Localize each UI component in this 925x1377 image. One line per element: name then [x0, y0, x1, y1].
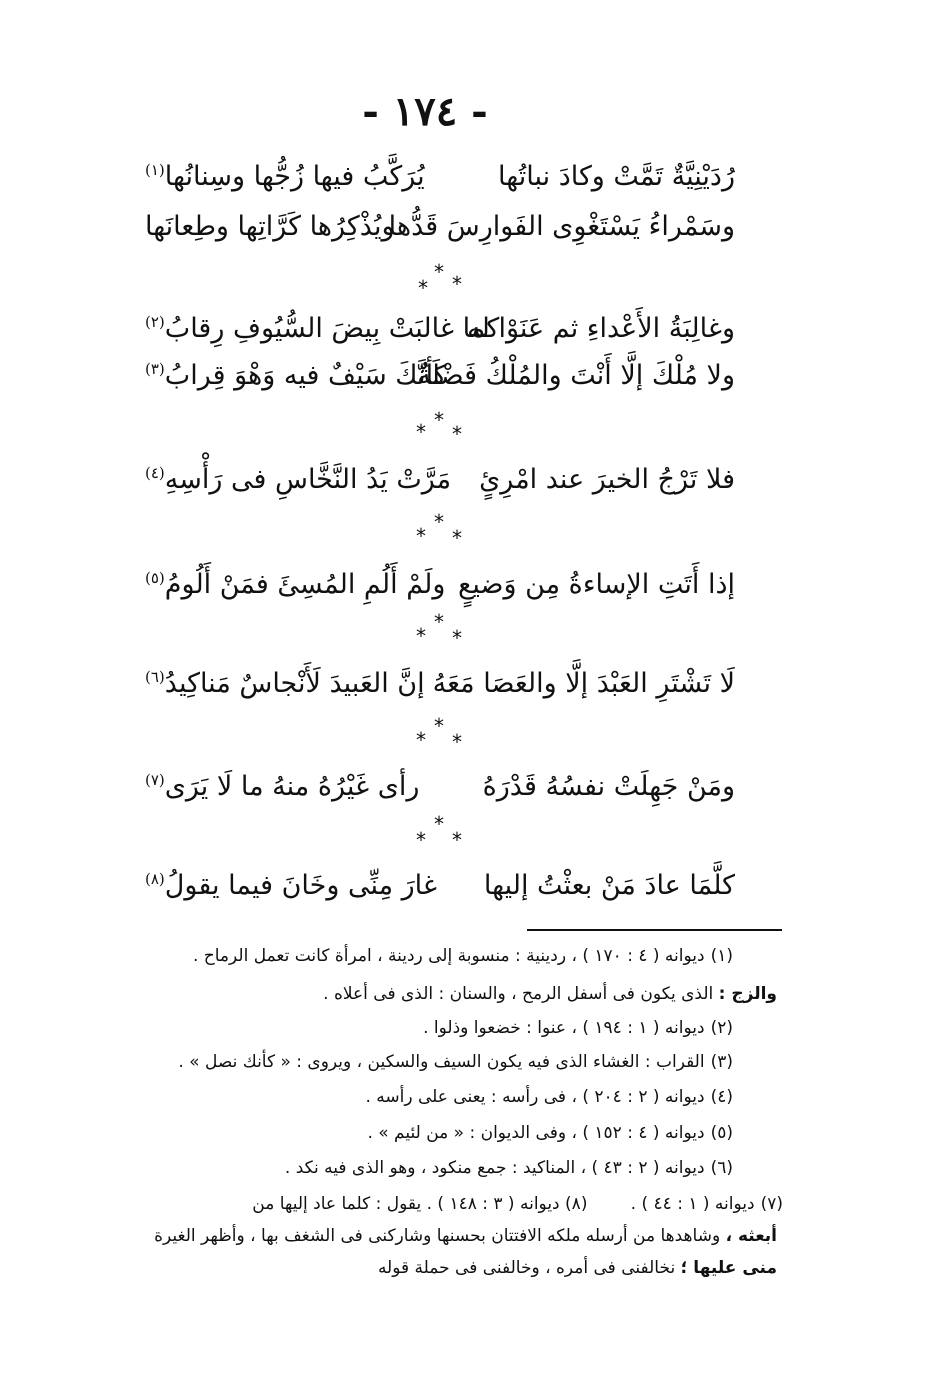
stars-separator [412, 808, 482, 858]
footnote-text: ديوانه ( ٤ : ١٧٠ ) ، ردينية : منسوبة إلى ردينة ، امرأة كانت تعمل الرماح . [192, 946, 705, 966]
verse-second-hemistich [145, 660, 425, 708]
star-glyph: * [434, 812, 444, 836]
verse-second-hemistich [145, 153, 425, 201]
footnote-number: (٥) [710, 1123, 733, 1143]
star-glyph: * [416, 524, 426, 548]
verse-first-hemistich: لَا تَشْتَرِ العَبْدَ إلَّا والعَصَا مَعَهُ [432, 668, 735, 699]
verse-first-hemistich: رُدَيْنِيَّةٌ تَمَّتْ وكادَ نباتُها [498, 161, 735, 192]
verse-second-hemistich [145, 203, 395, 251]
verse-line [145, 352, 735, 400]
verse-second-text: غارَ مِنِّى وخَانَ فيما يقولُ [164, 870, 438, 901]
verse-line [145, 763, 735, 811]
footnote-mark: (٤) [145, 464, 165, 482]
verse-second-hemistich [145, 561, 445, 609]
star-glyph: * [452, 272, 462, 296]
footnote-number: (٢) [710, 1018, 733, 1038]
footnote-line [103, 1119, 733, 1147]
footnote-text: ديوانه ( ٢ : ٢٠٤ ) ، فى رأسه : يعنى على رأسه . [365, 1087, 705, 1107]
verse-line [145, 660, 735, 708]
footnote-number: (٧) [760, 1194, 783, 1214]
verse-second-hemistich [145, 456, 451, 504]
verse-second-text: كما غالبَتْ بِيضَ السُّيُوفِ رِقابُ [164, 313, 500, 344]
star-glyph: * [416, 728, 426, 752]
verse-first-hemistich: ومَنْ جَهِلَتْ نفسُهُ قَدْرَهُ [482, 771, 735, 802]
footnote-line [103, 1014, 733, 1042]
footnote-mark: (٦) [145, 668, 165, 686]
footnote-text: ديوانه ( ٤ : ١٥٢ ) ، وفى الديوان : « من لئيم » . [367, 1123, 705, 1143]
footnote-number: (٤) [710, 1087, 733, 1107]
footnote-mark: (١) [145, 161, 165, 179]
footnote-text: وشاهدها من أرسله ملكه الافتتان بحسنها وشاركنى فى الشغف بها ، وأظهر الغيرة [154, 1226, 721, 1246]
footnote-text: ديوانه ( ٢ : ٤٣ ) ، المناكيد : جمع منكود ، وهو الذى فيه نكد . [284, 1158, 705, 1178]
footnote-line [103, 1083, 733, 1111]
verse-second-hemistich [145, 862, 437, 910]
verse-line [145, 203, 735, 251]
footnote-line [103, 1254, 783, 1282]
star-glyph: * [452, 422, 462, 446]
footnote-line [103, 1190, 783, 1218]
star-glyph: * [434, 260, 444, 284]
footnote-text: نخالفنى فى أمره ، وخالفنى فى حملة قوله [377, 1258, 676, 1278]
verse-line [145, 561, 735, 609]
verse-line [145, 305, 735, 353]
star-glyph: * [418, 276, 428, 300]
stars-separator [410, 258, 480, 308]
verse-second-hemistich [145, 305, 499, 353]
footnote-text: ديوانه ( ١ : ٤٤ ) . (٨) ديوانه ( ٣ : ١٤٨ ) . يقول : كلما عاد إليها من [252, 1194, 755, 1214]
verse-second-text: إنَّ العَبيدَ لَأَنْجاسٌ مَناكِيدُ [164, 668, 425, 699]
stars-separator [412, 404, 482, 454]
star-glyph: * [416, 420, 426, 444]
footnote-line [103, 942, 733, 970]
star-glyph: * [452, 526, 462, 550]
footnote-text: الذى يكون فى أسفل الرمح ، والسنان : الذى فى أعلاه . [323, 984, 714, 1004]
stars-separator [412, 710, 482, 760]
verse-second-hemistich [145, 763, 419, 811]
footnote-text: القراب : الغشاء الذى فيه يكون السيف والسكين ، ويروى : « كأنك نصل » . [178, 1052, 705, 1072]
verse-second-text: كأنَّكَ سَيْفٌ فيه وَهْوَ قِرابُ [164, 360, 447, 391]
footnote-mark: (٧) [145, 771, 165, 789]
page-number: - ١٧٤ - [362, 88, 488, 135]
verse-line [145, 862, 735, 910]
verse-line [145, 153, 735, 201]
verse-second-text: رأى غَيْرُهُ منهُ ما لَا يَرَى [164, 771, 420, 802]
verse-first-hemistich: وغالِبَةُ الأَعْداءِ ثم عَنَوْا له [467, 313, 735, 344]
star-glyph: * [452, 730, 462, 754]
footnote-lead: والزج : [718, 984, 777, 1004]
footnote-line [103, 1222, 783, 1250]
footnote-mark: (٣) [145, 360, 165, 378]
footnote-number: (٦) [710, 1158, 733, 1178]
footnote-mark: (٢) [145, 313, 165, 331]
verse-second-text: مَرَّتْ يَدُ النَّخَّاسِ فى رَأْسِهِ [164, 464, 452, 495]
stars-separator [412, 608, 482, 658]
footnote-number: (١) [710, 946, 733, 966]
footnote-line [103, 1154, 733, 1182]
verse-second-text: ولَمْ أَلُمِ المُسِئَ فمَنْ أَلُومُ [164, 569, 446, 600]
stars-separator [412, 506, 482, 556]
star-glyph: * [452, 626, 462, 650]
star-glyph: * [434, 408, 444, 432]
footnote-line [103, 1048, 733, 1076]
verse-first-hemistich: كلَّمَا عادَ مَنْ بعثْتُ إليها [483, 870, 735, 901]
star-glyph: * [434, 610, 444, 634]
footnote-mark: (٨) [145, 870, 165, 888]
footnote-lead: أبعثه ، [725, 1226, 777, 1246]
verse-second-text: يُرَكَّبُ فيها زُجُّها وسِنانُها [164, 161, 425, 192]
star-glyph: * [434, 510, 444, 534]
star-glyph: * [416, 828, 426, 852]
footnote-number: (٣) [710, 1052, 733, 1072]
verse-second-hemistich [145, 352, 447, 400]
star-glyph: * [452, 828, 462, 852]
verse-second-text: ويُذْكِرُها كَرَّاتِها وطِعانَها [145, 211, 395, 242]
footnote-text: ديوانه ( ١ : ١٩٤ ) ، عنوا : خضعوا وذلوا . [423, 1018, 705, 1038]
footnote-mark: (٥) [145, 569, 165, 587]
star-glyph: * [416, 624, 426, 648]
verse-first-hemistich: ولا مُلْكَ إلَّا أَنْتَ والمُلْكُ فَضْلَةٌ [417, 360, 735, 391]
verse-first-hemistich: فلا تَرْجُ الخيرَ عند امْرِئٍ [479, 464, 735, 495]
verse-line [145, 456, 735, 504]
footnote-rule [527, 929, 782, 931]
star-glyph: * [434, 714, 444, 738]
footnote-lead: منى عليها ؛ [680, 1258, 777, 1278]
verse-first-hemistich: وسَمْراءُ يَسْتَغْوِى الفَوارِسَ قَدُّها [388, 211, 735, 242]
footnote-line [103, 980, 783, 1008]
verse-first-hemistich: إذا أَتَتِ الإساءةُ مِن وَضيعٍ [458, 569, 735, 600]
